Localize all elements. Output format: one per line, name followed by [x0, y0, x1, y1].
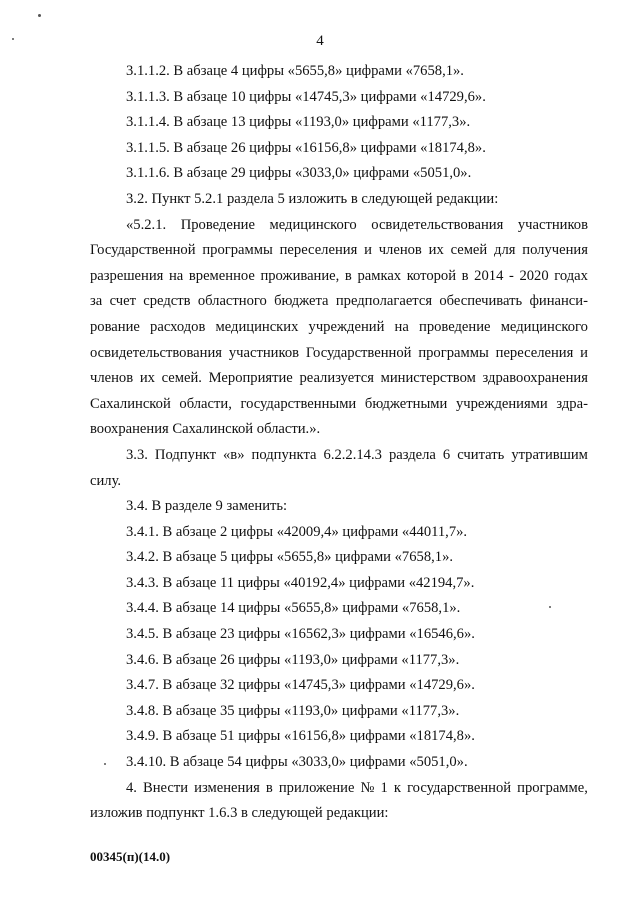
text-line: 3.4.8. В абзаце 35 цифры «1193,0» цифрами «1177,3».: [126, 702, 460, 719]
text-line: за счет средств областного бюджета предполагается обеспечивать финанси-: [90, 293, 588, 310]
text-line: воохранения Сахалинской области.».: [90, 421, 321, 438]
scan-speck: [104, 763, 106, 765]
text-line: 3.4.9. В абзаце 51 цифры «16156,8» цифрами «18174,8».: [126, 728, 475, 745]
text-line: 3.4.10. В абзаце 54 цифры «3033,0» цифрами «5051,0».: [126, 754, 468, 771]
text-line: 3.4.7. В абзаце 32 цифры «14745,3» цифрами «14729,6».: [126, 677, 475, 694]
text-line: Государственной программы переселения и членов их семей для получения: [90, 242, 588, 259]
text-line: 3.4. В разделе 9 заменить:: [126, 498, 288, 515]
text-line: 3.4.4. В абзаце 14 цифры «5655,8» цифрами «7658,1».: [126, 600, 461, 617]
text-line: силу.: [90, 472, 122, 489]
text-line: 3.1.1.4. В абзаце 13 цифры «1193,0» цифрами «1177,3».: [126, 114, 471, 131]
text-line: «5.2.1. Проведение медицинского освидетельствования участников: [126, 216, 588, 233]
scan-speck: [12, 38, 14, 40]
document-code: 00345(п)(14.0): [90, 849, 171, 864]
scan-speck: [38, 14, 41, 17]
text-line: 3.4.5. В абзаце 23 цифры «16562,3» цифрами «16546,6».: [126, 626, 475, 643]
text-line: 3.4.3. В абзаце 11 цифры «40192,4» цифрами «42194,7».: [126, 574, 475, 591]
text-line: 3.3. Подпункт «в» подпункта 6.2.2.14.3 раздела 6 считать утратившим: [126, 446, 588, 463]
text-line: разрешения на временное проживание, в рамках которой в 2014 - 2020 годах: [90, 267, 588, 284]
text-line: изложив подпункт 1.6.3 в следующей редакции:: [90, 805, 389, 822]
text-line: Сахалинской области, государственными бюджетными учреждениями здра-: [90, 395, 588, 412]
text-line: 3.1.1.3. В абзаце 10 цифры «14745,3» цифрами «14729,6».: [126, 88, 486, 105]
document-body: [90, 59, 588, 827]
text-line: 3.1.1.5. В абзаце 26 цифры «16156,8» цифрами «18174,8».: [126, 139, 486, 156]
text-line: членов их семей. Мероприятие реализуется министерством здравоохранения: [90, 370, 588, 387]
text-line: 3.1.1.2. В абзаце 4 цифры «5655,8» цифрами «7658,1».: [126, 63, 464, 79]
text-line: 3.4.1. В абзаце 2 цифры «42009,4» цифрами «44011,7».: [126, 523, 468, 540]
page-number: 4: [316, 33, 324, 49]
text-line: 3.2. Пункт 5.2.1 раздела 5 изложить в следующей редакции:: [126, 190, 499, 207]
text-line: рование расходов медицинских учреждений на проведение медицинского: [90, 318, 588, 335]
text-line: 3.1.1.6. В абзаце 29 цифры «3033,0» цифрами «5051,0».: [126, 165, 472, 182]
text-line: 3.4.6. В абзаце 26 цифры «1193,0» цифрами «1177,3».: [126, 651, 460, 668]
text-line: 4. Внести изменения в приложение № 1 к государственной программе,: [126, 779, 588, 796]
scan-speck: [549, 606, 551, 608]
text-line: 3.4.2. В абзаце 5 цифры «5655,8» цифрами «7658,1».: [126, 549, 454, 566]
text-line: освидетельствования участников Государственной программы переселения и: [90, 344, 588, 361]
